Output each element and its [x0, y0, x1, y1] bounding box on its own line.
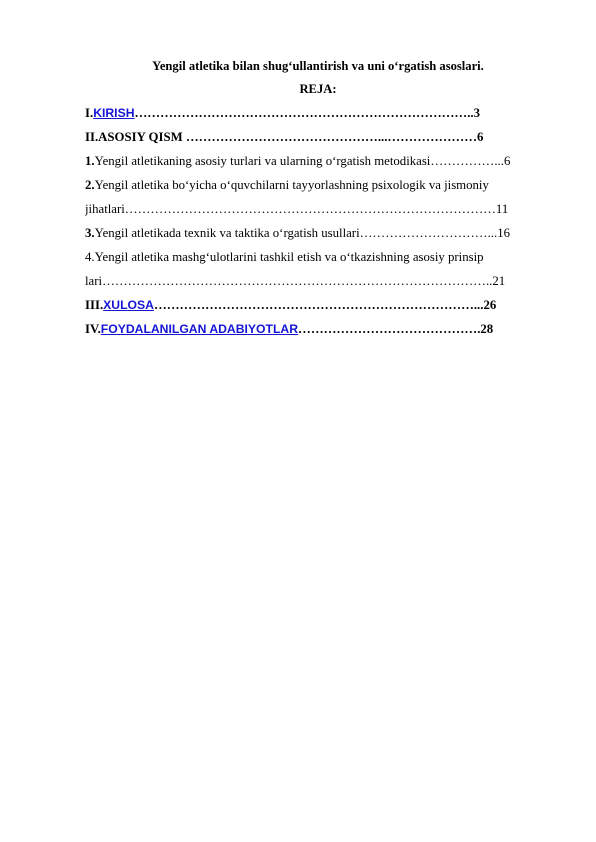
- toc-leader-dots: ………………………………………………………………………………..: [102, 274, 493, 288]
- toc-leader-dots: ……………...: [430, 154, 504, 168]
- toc-leader-dots: …………………………………………………………………...: [153, 298, 484, 312]
- toc-entry-3: [85, 224, 554, 242]
- toc-prefix: 3.: [85, 226, 95, 240]
- toc-page-number: 16: [497, 226, 510, 240]
- toc-page-number: 6: [503, 154, 511, 168]
- toc-entry-references: [85, 320, 554, 338]
- toc-page-number: 11: [495, 202, 509, 216]
- toc-label: Yengil atletikada texnik va taktika o‘rgatish usullari: [94, 226, 360, 240]
- toc-page-number: 28: [480, 322, 494, 336]
- toc-link-conclusion[interactable]: XULOSA: [103, 298, 154, 312]
- toc-label: II.ASOSIY QISM: [85, 130, 186, 144]
- toc-entry-4-line-1: [85, 248, 554, 266]
- toc-label: 4.Yengil atletika mashg‘ulotlarini tashkil etish va o‘tkazishning asosiy prinsip: [85, 250, 484, 264]
- toc-entry-conclusion: [85, 296, 554, 314]
- toc-leader-dots: ……………………………………………………………………..: [134, 106, 474, 120]
- toc-entry-4-line-2: [85, 272, 554, 290]
- toc-entry-main-part: [85, 128, 554, 146]
- toc-page-number: 26: [483, 298, 497, 312]
- toc-entry-introduction: [85, 104, 554, 122]
- toc-leader-dots: …………………………………….: [298, 322, 481, 336]
- toc-link-references[interactable]: FOYDALANILGAN ADABIYOTLAR: [100, 322, 299, 336]
- toc-page-number: 3: [473, 106, 481, 120]
- toc-entry-1: [85, 152, 554, 170]
- toc-entry-2-line-1: [85, 176, 554, 194]
- toc-label: jihatlari: [85, 202, 125, 216]
- document-title: Yengil atletika bilan shug‘ullantirish va uni o‘rgatish asoslari.: [152, 59, 484, 73]
- toc-page-number: 21: [492, 274, 506, 288]
- toc-page-number: 6: [477, 130, 484, 144]
- toc-leader-dots: ………………………………………...…………………: [185, 130, 478, 144]
- toc-link-introduction[interactable]: KIRISH: [93, 106, 135, 120]
- toc-label: lari: [85, 274, 103, 288]
- toc-prefix: I.: [85, 106, 94, 120]
- toc-leader-dots: ……………………………………………………………………………: [124, 202, 496, 216]
- toc-prefix: 2.: [85, 178, 95, 192]
- plan-heading: REJA:: [299, 82, 337, 96]
- toc-leader-dots: …………………………...: [359, 226, 498, 240]
- toc-entry-2-line-2: [85, 200, 554, 218]
- toc-prefix: 1.: [85, 154, 95, 168]
- toc-label: Yengil atletika bo‘yicha o‘quvchilarni tayyorlashning psixologik va jismoniy: [94, 178, 489, 192]
- toc-prefix: IV.: [85, 322, 101, 336]
- toc-prefix: III.: [85, 298, 104, 312]
- toc-label: Yengil atletikaning asosiy turlari va ularning o‘rgatish metodikasi: [94, 154, 431, 168]
